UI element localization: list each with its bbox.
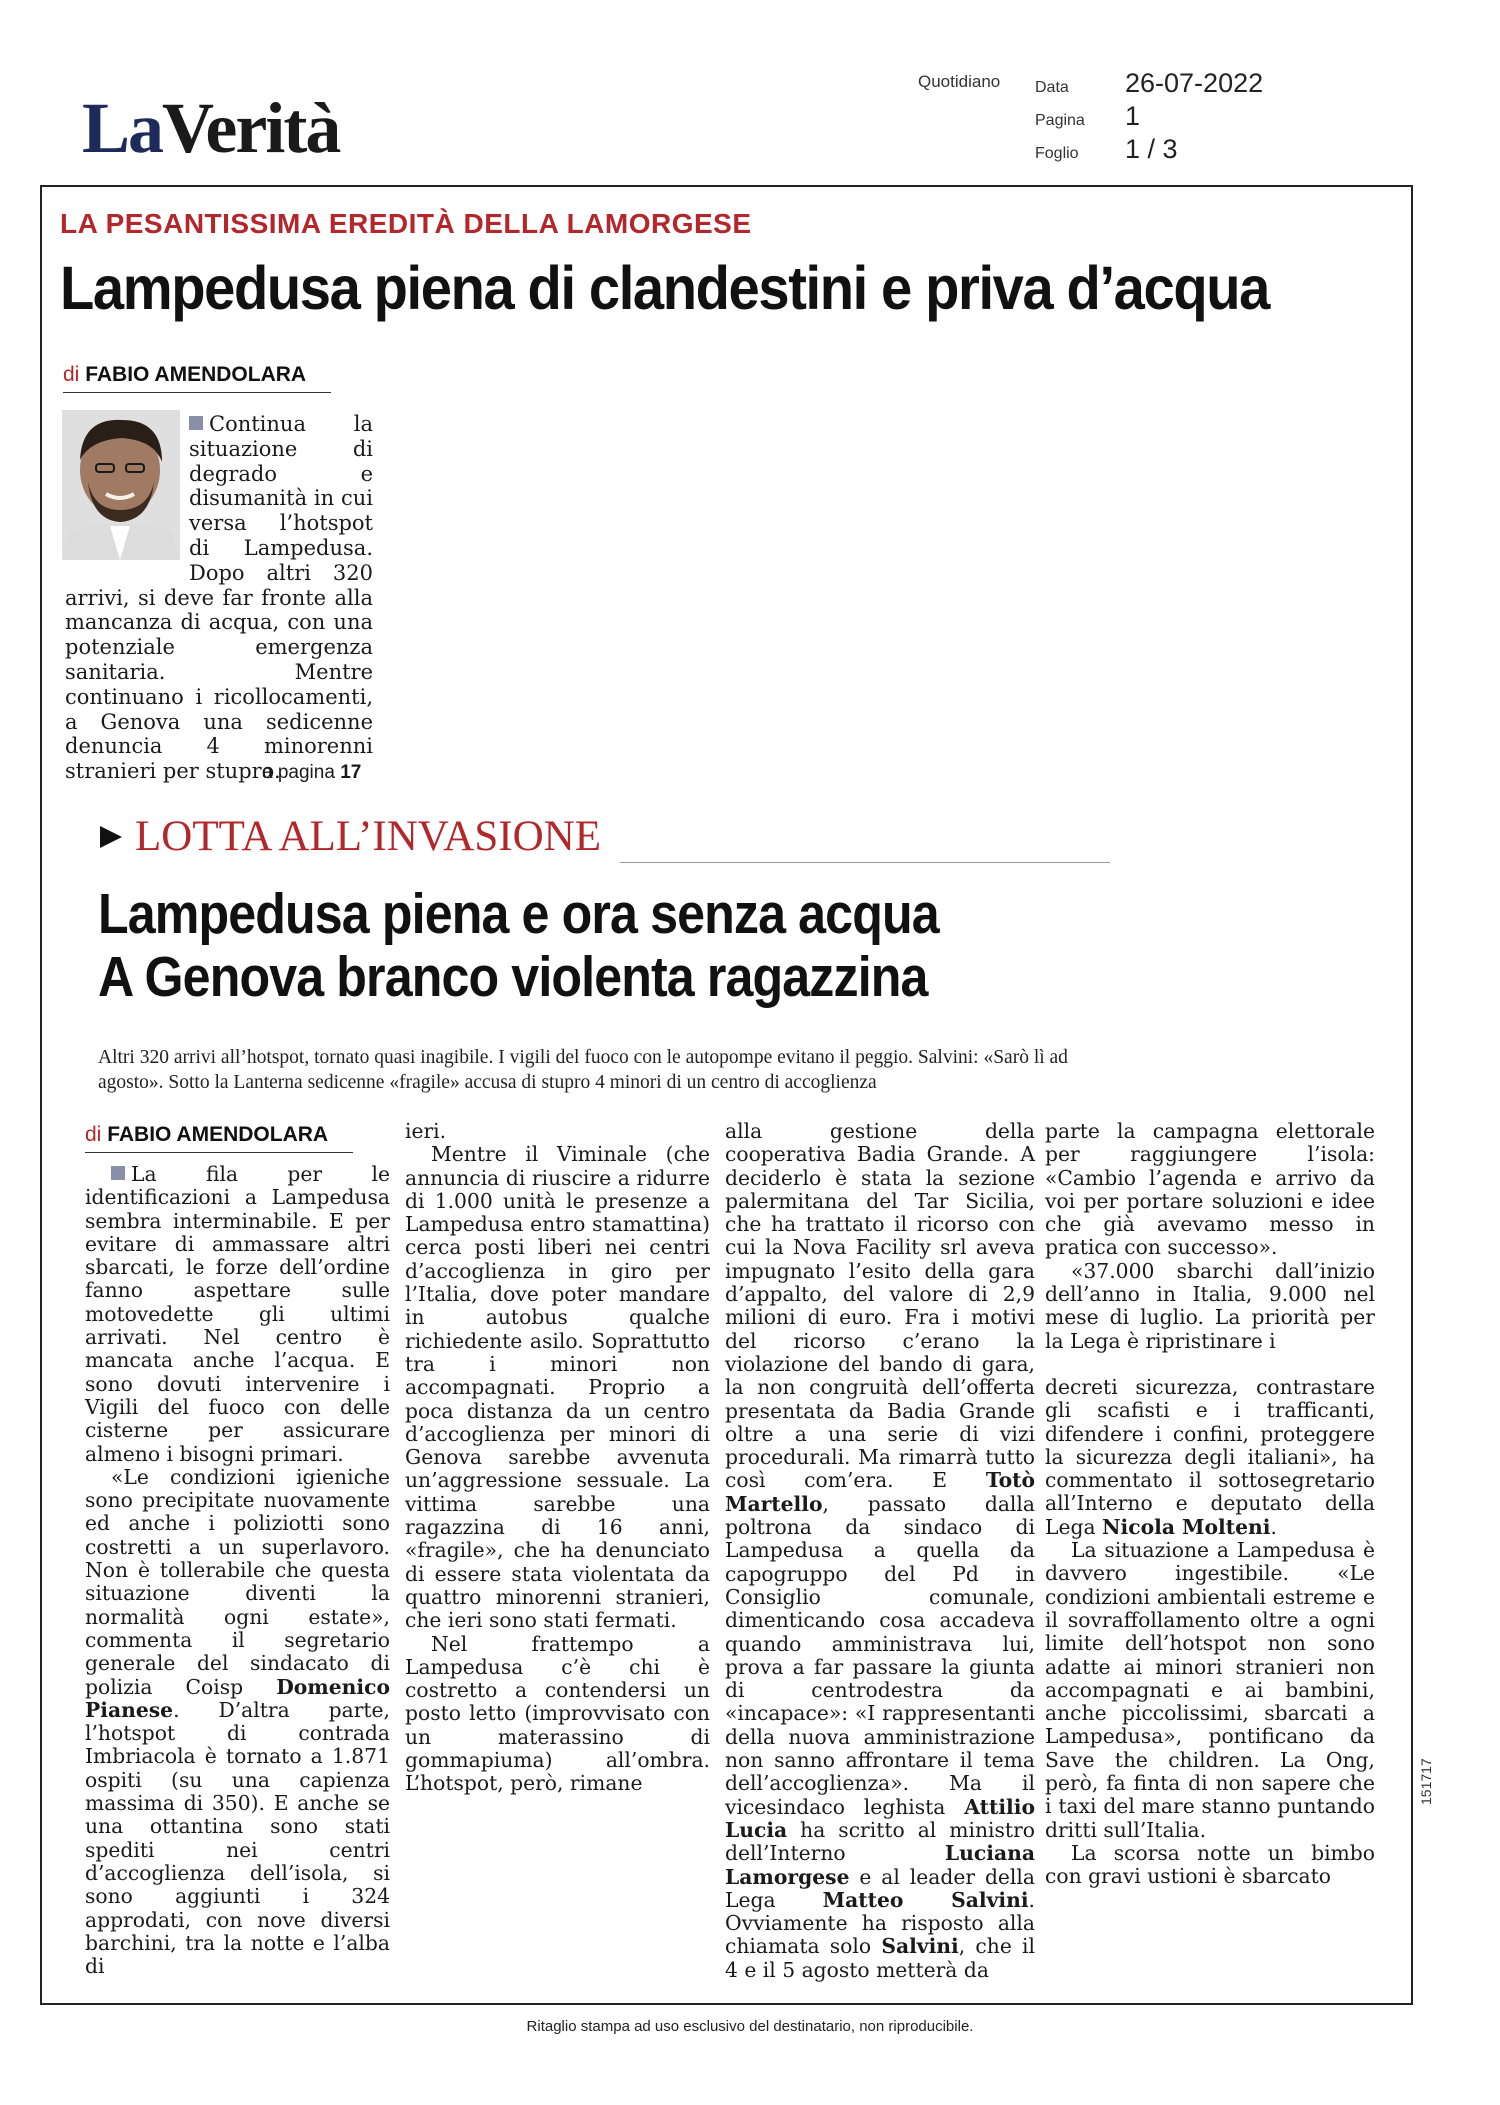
logo-verita: Verità: [162, 88, 340, 168]
article-column-4: [1045, 1120, 1375, 1889]
col1-paragraph-2: «Le condizioni igieniche sono precipitate nuovamente ed anche i poliziotti sono costretti a un superlavoro. Non è tollerabile che questa situazione diventi la normalità ogni estate», commenta il segretario generale del sindacato di polizia Coisp Domenico Pianese. D’altra parte, l’hotspot di contrada Imbriacola è tornato a 1.871 ospiti (su una capienza massima di 350). E anche se una ottantina sono stati spediti nei centri d’accoglienza dell’isola, si sono aggiunti i 324 approdati, con nove diversi barchini, tra la notte e l’alba di: [85, 1464, 390, 1979]
col2-paragraph-0: ieri.: [405, 1119, 447, 1143]
section-tag: LOTTA ALL’INVASIONE: [135, 813, 601, 860]
col4-paragraph-1: «37.000 sbarchi dall’inizio dell’anno in Italia, 9.000 nel mese di luglio. La priorità per la Lega è ripristinare i: [1045, 1258, 1375, 1353]
page-ref-number: 17: [340, 762, 362, 783]
col4-paragraph-2: decreti sicurezza, contrastare gli scafisti e i trafficanti, difendere i confini, proteggere la sicurezza degli italiani», ha commentato il sottosegretario all’Interno e deputato della Lega Nicola Molteni.: [1045, 1374, 1375, 1539]
person-name: Luciana Lamorgese: [725, 1841, 1035, 1889]
teaser-text: [65, 412, 373, 784]
byline-author: FABIO AMENDOLARA: [85, 363, 307, 386]
sheet-value: 1 / 3: [1125, 134, 1178, 164]
footer-notice: Ritaglio stampa ad uso esclusivo del destinatario, non riproducibile.: [526, 2018, 974, 2035]
sheet-label: Foglio: [1035, 145, 1079, 162]
page-value: 1: [1125, 101, 1141, 131]
byline-di: di: [63, 363, 80, 386]
person-name: Nicola Molteni: [1102, 1514, 1271, 1539]
col4-paragraph-0: parte la campagna elettorale per raggiungere l’isola: «Cambio l’agenda e arrivo da voi per portare soluzioni e idee che già avevamo messo in pratica con successo».: [1045, 1119, 1375, 1260]
col2-paragraph-1: Mentre il Viminale (che annuncia di riuscire a ridurre di 1.000 unità le presenze a Lampedusa entro stamattina) cerca posti liberi nei centri d’accoglienza in giro per l’Italia, dove poter mandare in autobus qualche richiedente asilo. Soprattutto tra i minori non accompagnati. Proprio a poca distanza da un centro d’accoglienza per minori di Genova sarebbe avvenuta un’aggressione sessuale. La vittima sarebbe una ragazzina di 16 anni, «fragile», che ha denunciato di essere stata violentata da quattro minorenni stranieri, che ieri sono stati fermati.: [405, 1142, 710, 1633]
page-ref-prefix: a pagina: [262, 762, 335, 783]
section-arrow-icon: [100, 826, 122, 848]
page-label: Pagina: [1035, 112, 1085, 129]
subheadline: Altri 320 arrivi all’hotspot, tornato quasi inagibile. I vigili del fuoco con le autopompe evitano il peggio. Salvini: «Sarò lì ad agosto». Sotto la Lanterna sedicenne «fragile» accusa di stupro 4 minori di un centro di accoglienza: [98, 1047, 1068, 1093]
article-byline: [85, 1123, 353, 1153]
article-column-3: [725, 1120, 1035, 1982]
person-name: Domenico Pianese: [85, 1674, 390, 1722]
publication-meta: [1035, 68, 1263, 167]
col4-paragraph-4: La scorsa notte un bimbo con gravi ustioni è sbarcato: [1045, 1840, 1375, 1889]
logo-la: La: [82, 88, 163, 168]
date-value: 26-07-2022: [1125, 68, 1264, 98]
person-name: Matteo Salvini: [822, 1887, 1029, 1912]
paragraph-marker-icon: [189, 416, 203, 430]
col1-paragraph-1: La fila per le identificazioni a Lampedusa sembra interminabile. E per evitare di ammassare altri sbarcati, le forze dell’ordine fanno aspettare sulle motovedette gli ultimi arrivati. Nel centro è mancata anche l’acqua. E sono dovuti intervenire i Vigili del fuoco con delle cisterne per assicurare almeno i bisogni primari.: [85, 1162, 390, 1466]
col2-paragraph-2: Nel frattempo a Lampedusa c’è chi è costretto a contendersi un posto letto (improvvisato con un materassino di gommapiuma) all’ombra. L’hotspot, però, rimane: [405, 1631, 710, 1796]
article-byline-author: FABIO AMENDOLARA: [107, 1123, 329, 1146]
col4-paragraph-3: La situazione a Lampedusa è davvero ingestibile. «Le condizioni ambientali estreme e il sovraffollamento oltre a ogni limite dell’hotspot non sono adatte ai minori stranieri non accompagnati e ai bambini, anche piccolissimi, sbarcati a Lampedusa», pontificano da Save the children. La Ong, però, fa finta di non sapere che i taxi del mare stanno puntando dritti sull’Italia.: [1045, 1538, 1375, 1842]
section-rule: [620, 862, 1110, 863]
person-name: Salvini: [881, 1934, 959, 1959]
main-headline: [98, 883, 1154, 1008]
article-byline-di: di: [85, 1123, 102, 1146]
headline-line-1: Lampedusa piena e ora senza acqua: [98, 882, 939, 946]
teaser-kicker: LA PESANTISSIMA EREDITÀ DELLA LAMORGESE: [60, 208, 752, 239]
teaser-byline: [63, 363, 331, 393]
person-name: Totò Martello: [725, 1468, 1035, 1516]
publication-type: Quotidiano: [918, 72, 1001, 91]
paragraph-marker-icon: [111, 1166, 125, 1180]
newspaper-logo: [82, 88, 340, 168]
teaser-headline: Lampedusa piena di clandestini e priva d’acqua: [60, 254, 1269, 322]
article-column-1: [85, 1163, 390, 1978]
clipping-code: 151717: [1418, 1758, 1434, 1805]
page-reference: [262, 762, 361, 784]
col3-paragraph-1: alla gestione della cooperativa Badia Grande. A deciderlo è stata la sezione palermitana del Tar Sicilia, che ha trattato il ricorso con cui la Nova Facility srl aveva impugnato l’esito della gara d’appalto, del valore di 2,9 milioni di euro. Fra i motivi del ricorso c’erano la violazione del bando di gara, la non congruità dell’offerta presentata da Badia Grande oltre a una serie di vizi procedurali. Ma rimarrà tutto così com’era. E Totò Martello, passato dalla poltrona da sindaco di Lampedusa a quella da capogruppo del Pd in Consiglio comunale, dimenticando cosa accadeva quando amministrava lui, prova a far passare la giunta di centrodestra da «incapace»: «I rappresentanti della nuova amministrazione non sanno affrontare il tema dell’accoglienza». Ma il vicesindaco leghista Attilio Lucia ha scritto al ministro dell’Interno Luciana Lamorgese e al leader della Lega Matteo Salvini. Ovviamente ha risposto alla chiamata solo Salvini, che il 4 e il 5 agosto metterà da: [725, 1119, 1036, 1982]
date-label: Data: [1035, 79, 1069, 96]
person-name: Attilio Lucia: [725, 1794, 1035, 1842]
headline-line-2: A Genova branco violenta ragazzina: [98, 944, 928, 1009]
article-column-2: [405, 1120, 710, 1796]
teaser-body: Continua la situazione di degrado e disumanità in cui versa l’hotspot di Lampedusa. Dopo altri 320 arrivi, si deve far fronte alla mancanza di acqua, con una potenziale emergenza sanitaria. Mentre continuano i ricollocamenti, a Genova una sedicenne denuncia 4 minorenni stranieri per stupro.: [65, 412, 373, 784]
